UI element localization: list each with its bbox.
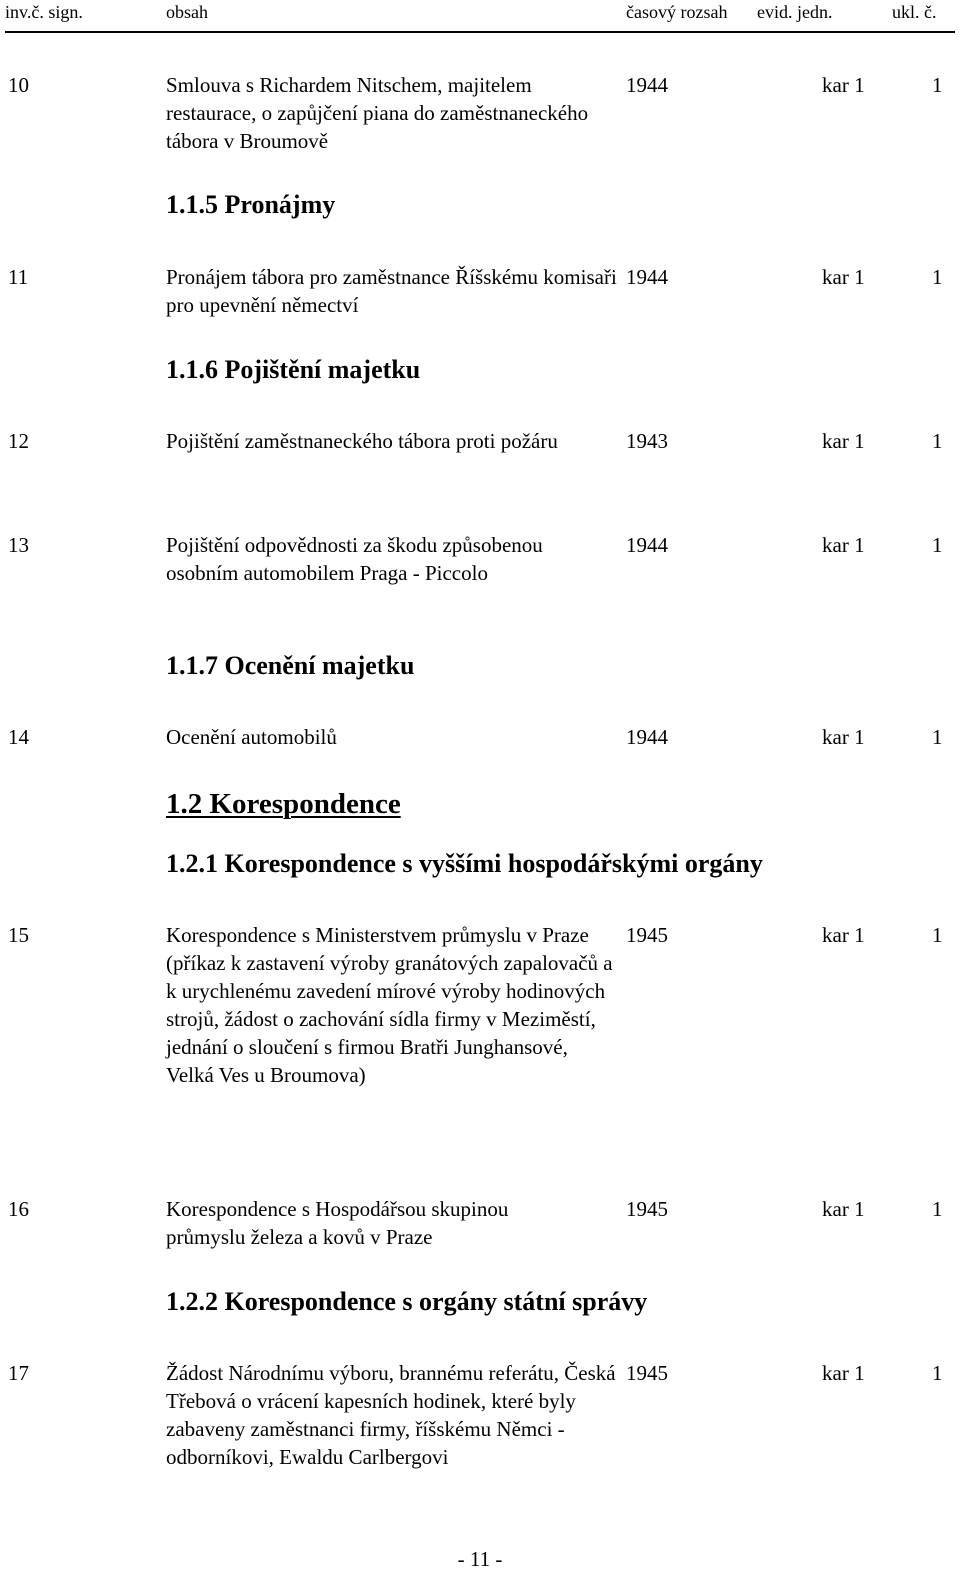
entry-storage-number: 1 bbox=[932, 1197, 943, 1221]
entry-storage-number: 1 bbox=[932, 725, 943, 749]
section-heading: 1.2.1 Korespondence s vyššími hospodářskými orgány bbox=[166, 849, 763, 878]
entry-number: 12 bbox=[8, 429, 29, 453]
entry-evid-unit: kar 1 bbox=[822, 429, 865, 453]
entry-number: 17 bbox=[8, 1361, 29, 1385]
entry-evid-unit: kar 1 bbox=[822, 923, 865, 947]
entry-evid-unit: kar 1 bbox=[822, 73, 865, 97]
section-heading: 1.1.7 Ocenění majetku bbox=[166, 651, 415, 680]
header-content: obsah bbox=[166, 2, 208, 22]
section-heading: 1.1.6 Pojištění majetku bbox=[166, 355, 421, 384]
section-heading-main: 1.2 Korespondence bbox=[166, 788, 401, 820]
entry-number: 10 bbox=[8, 73, 29, 97]
entry-year: 1945 bbox=[626, 1197, 668, 1221]
header-time-range: časový rozsah bbox=[626, 2, 728, 22]
page-number: - 11 - bbox=[457, 1547, 503, 1571]
header-rule bbox=[5, 31, 955, 33]
header-ukl: ukl. č. bbox=[892, 2, 937, 22]
header-inv-sign: inv.č. sign. bbox=[5, 2, 83, 22]
entry-description: Korespondence s Hospodářsou skupinou průmyslu železa a kovů v Praze bbox=[166, 1197, 509, 1249]
entry-description: Korespondence s Ministerstvem průmyslu v Praze (příkaz k zastavení výroby granátových zapalovačů a k urychlenému zavedení mírové výroby hodinových strojů, žádost o zachování sídla firmy v Meziměstí, jednání o sloučení s firmou Bratři Junghansové, Velká Ves u Broumova) bbox=[166, 923, 613, 1087]
entry-evid-unit: kar 1 bbox=[822, 265, 865, 289]
entry-description: Pojištění odpovědnosti za škodu způsobenou osobním automobilem Praga - Piccolo bbox=[166, 533, 543, 585]
entry-description: Ocenění automobilů bbox=[166, 725, 337, 749]
entry-number: 15 bbox=[8, 923, 29, 947]
section-heading: 1.1.5 Pronájmy bbox=[166, 190, 336, 219]
section-heading: 1.2.2 Korespondence s orgány státní správy bbox=[166, 1287, 648, 1316]
entry-description: Smlouva s Richardem Nitschem, majitelem restaurace, o zapůjčení piana do zaměstnaneckého tábora v Broumově bbox=[166, 73, 589, 153]
entry-description: Žádost Národnímu výboru, brannému referátu, Česká Třebová o vrácení kapesních hodinek, které byly zabaveny zaměstnanci firmy, říšskému Němci - odborníkovi, Ewaldu Carlbergovi bbox=[166, 1361, 616, 1469]
entry-storage-number: 1 bbox=[932, 533, 943, 557]
entry-number: 11 bbox=[8, 265, 29, 289]
header-evid: evid. jedn. bbox=[757, 2, 833, 22]
entry-storage-number: 1 bbox=[932, 429, 943, 453]
entry-number: 13 bbox=[8, 533, 29, 557]
entry-storage-number: 1 bbox=[932, 1361, 943, 1385]
entry-evid-unit: kar 1 bbox=[822, 725, 865, 749]
entry-year: 1945 bbox=[626, 923, 668, 947]
entry-storage-number: 1 bbox=[932, 923, 943, 947]
entry-evid-unit: kar 1 bbox=[822, 1197, 865, 1221]
entry-year: 1944 bbox=[626, 73, 668, 97]
entry-year: 1944 bbox=[626, 265, 668, 289]
entry-number: 16 bbox=[8, 1197, 29, 1221]
entry-evid-unit: kar 1 bbox=[822, 1361, 865, 1385]
entry-year: 1944 bbox=[626, 725, 668, 749]
entry-description: Pojištění zaměstnaneckého tábora proti požáru bbox=[166, 429, 558, 453]
entry-year: 1944 bbox=[626, 533, 668, 557]
entry-year: 1943 bbox=[626, 429, 668, 453]
entry-description: Pronájem tábora pro zaměstnance Říšskému komisaři pro upevnění němectví bbox=[166, 265, 617, 317]
entry-evid-unit: kar 1 bbox=[822, 533, 865, 557]
entry-number: 14 bbox=[8, 725, 29, 749]
entry-year: 1945 bbox=[626, 1361, 668, 1385]
entry-storage-number: 1 bbox=[932, 73, 943, 97]
entry-storage-number: 1 bbox=[932, 265, 943, 289]
